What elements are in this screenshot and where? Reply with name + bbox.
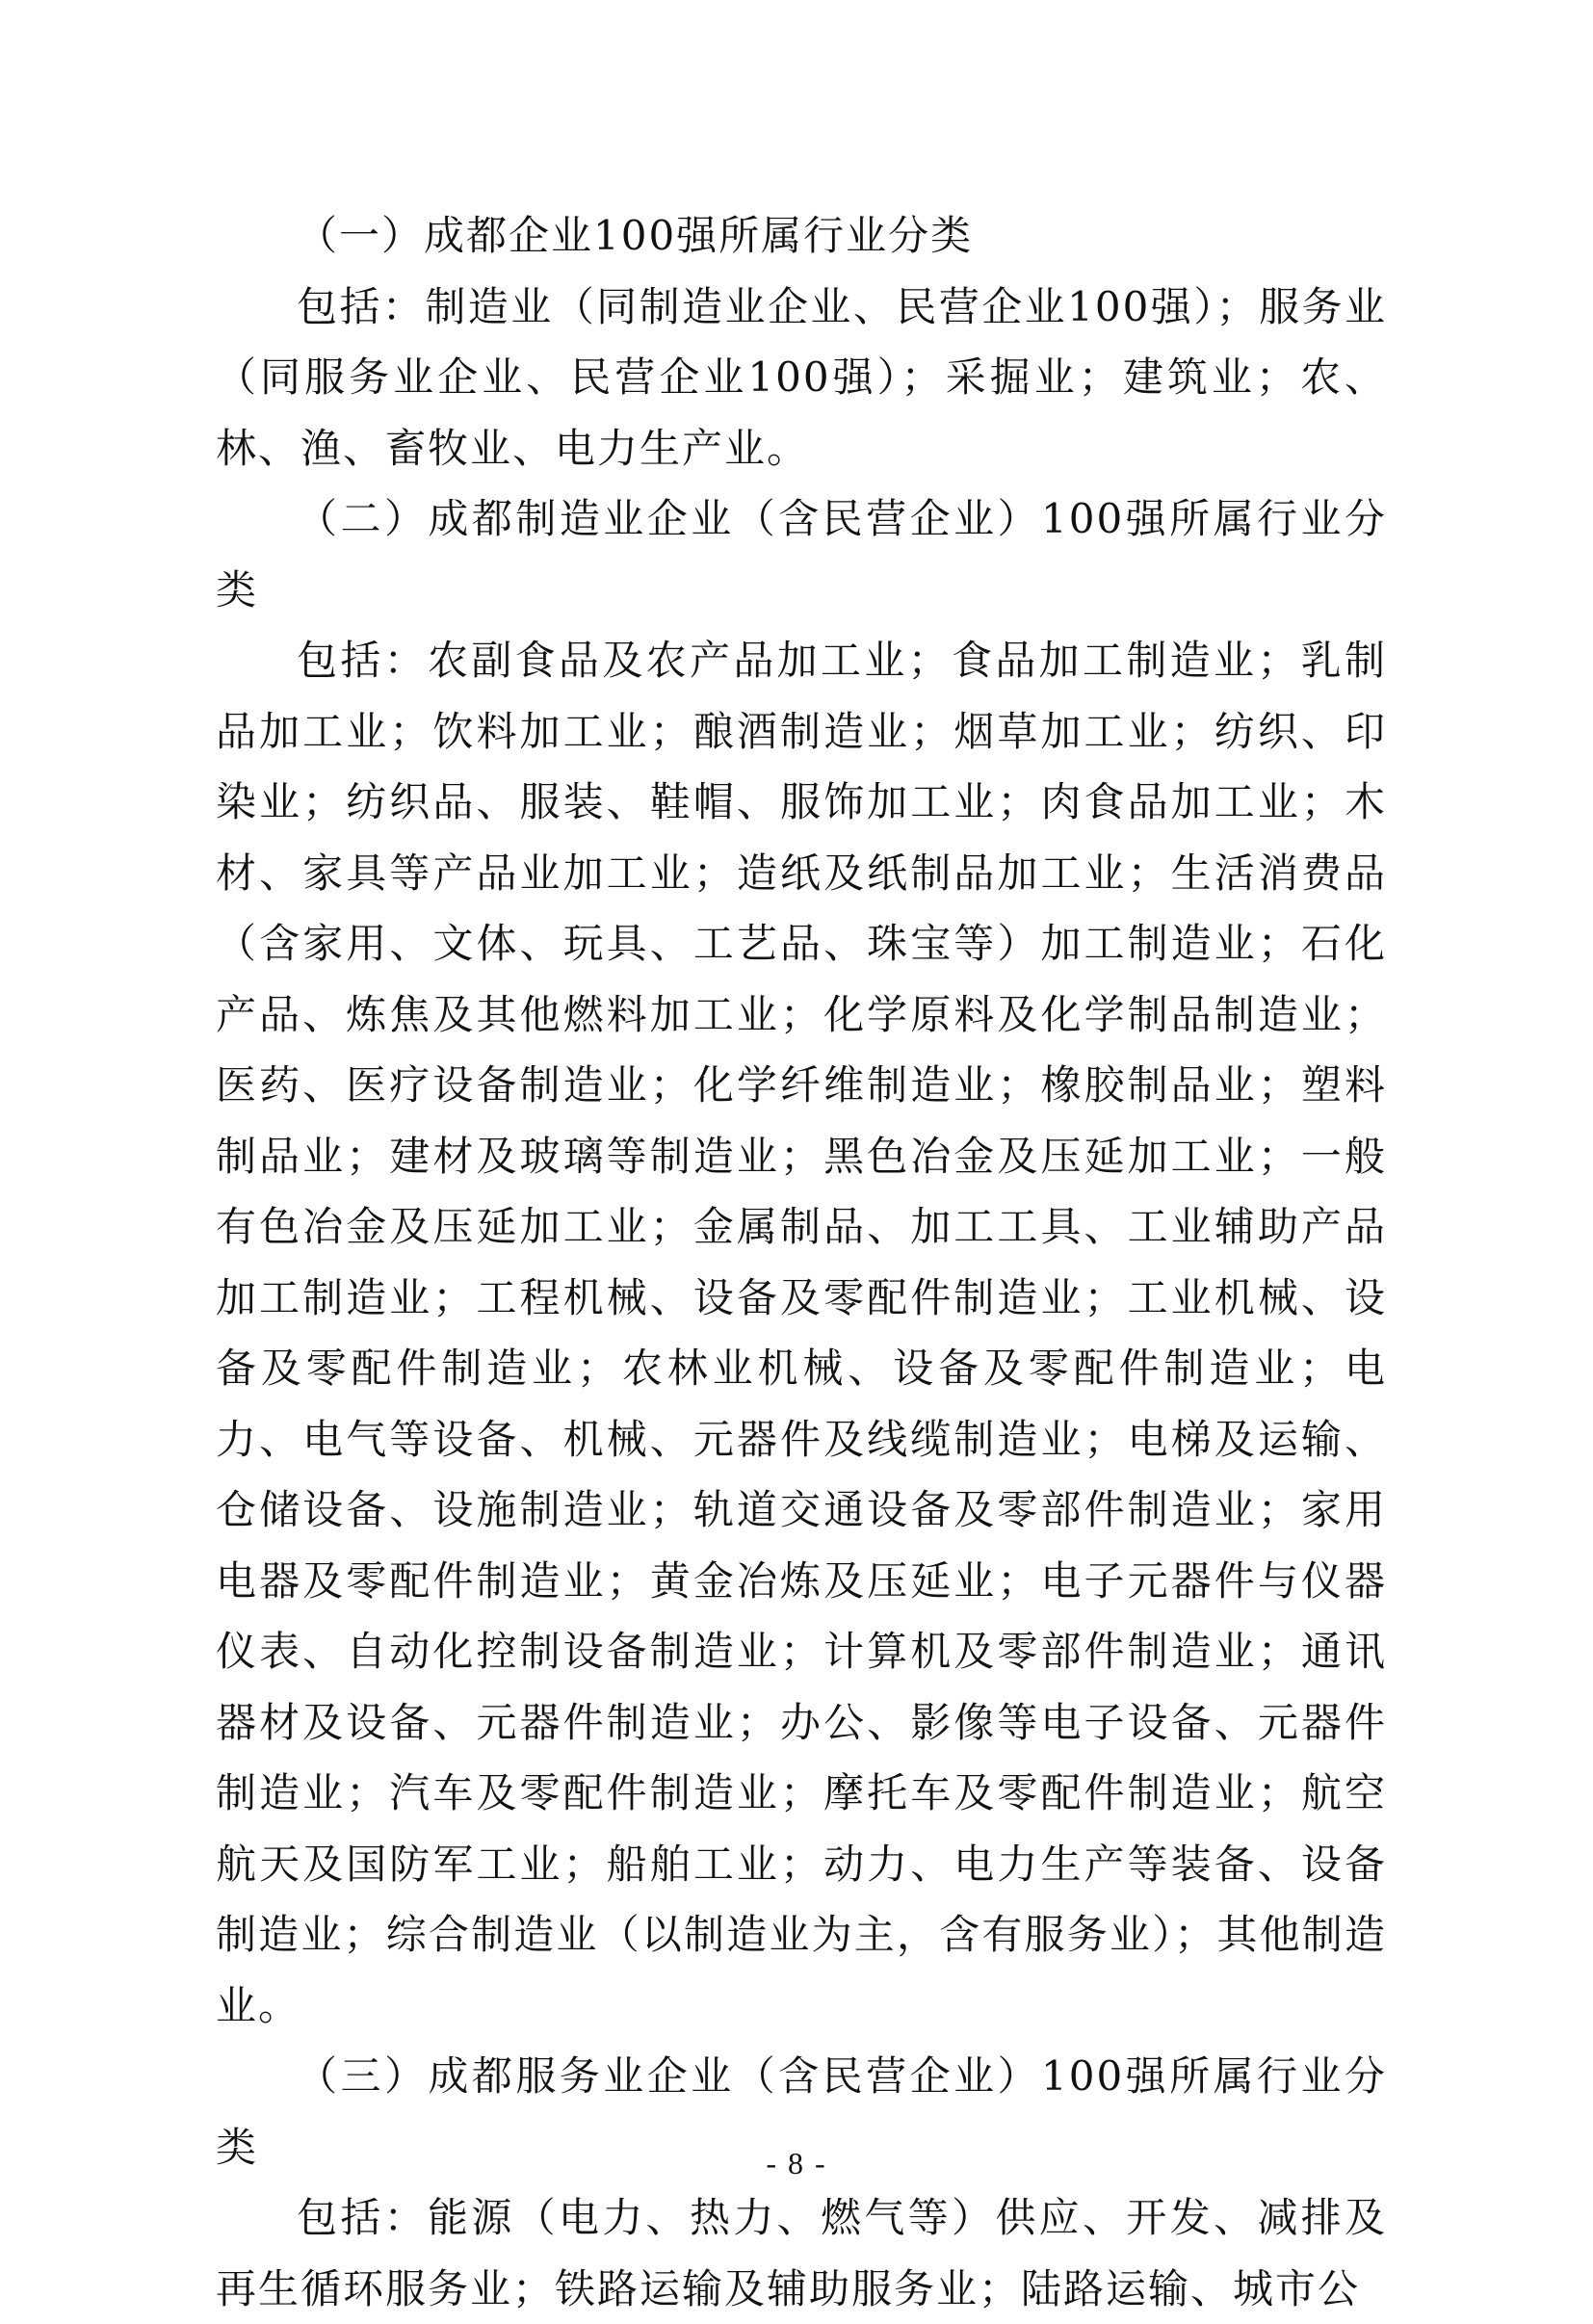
section-heading-2: （二）成都制造业企业（含民营企业）100强所属行业分类 <box>216 495 1387 614</box>
page-number: - 8 - <box>766 2146 827 2180</box>
section-body-3: 包括：能源（电力、热力、燃气等）供应、开发、减排及再生循环服务业；铁路运输及辅助服务业；陆路运输、城市公 <box>216 2194 1387 2312</box>
section-body-1: 包括：制造业（同制造业企业、民营企业100强）；服务业（同服务业企业、民营企业100强）；采掘业；建筑业；农、林、渔、畜牧业、电力生产业。 <box>216 282 1387 472</box>
section-heading-1: （一）成都企业100强所属行业分类 <box>297 212 974 259</box>
section-heading-3: （三）成都服务业企业（含民营企业）100强所属行业分类 <box>216 2052 1387 2171</box>
document-body <box>216 200 1387 2324</box>
section-body-2: 包括：农副食品及农产品加工业；食品加工制造业；乳制品加工业；饮料加工业；酿酒制造业；烟草加工业；纺织、印染业；纺织品、服装、鞋帽、服饰加工业；肉食品加工业；木材、家具等产品业加工业；造纸及纸制品加工业；生活消费品（含家用、文体、玩具、工艺品、珠宝等）加工制造业；石化产品、炼焦及其他燃料加工业；化学原料及化学制品制造业；医药、医疗设备制造业；化学纤维制造业；橡胶制品业；塑料制品业；建材及玻璃等制造业；黑色冶金及压延加工业；一般有色冶金及压延加工业；金属制品、加工工具、工业辅助产品加工制造业；工程机械、设备及零配件制造业；工业机械、设备及零配件制造业；农林业机械、设备及零配件制造业；电力、电气等设备、机械、元器件及线缆制造业；电梯及运输、仓储设备、设施制造业；轨道交通设备及零部件制造业；家用电器及零配件制造业；黄金冶炼及压延业；电子元器件与仪器仪表、自动化控制设备制造业；计算机及零部件制造业；通讯器材及设备、元器件制造业；办公、影像等电子设备、元器件制造业；汽车及零配件制造业；摩托车及零配件制造业；航空航天及国防军工业；船舶工业；动力、电力生产等装备、设备制造业；综合制造业（以制造业为主，含有服务业）；其他制造业。 <box>216 637 1387 2029</box>
